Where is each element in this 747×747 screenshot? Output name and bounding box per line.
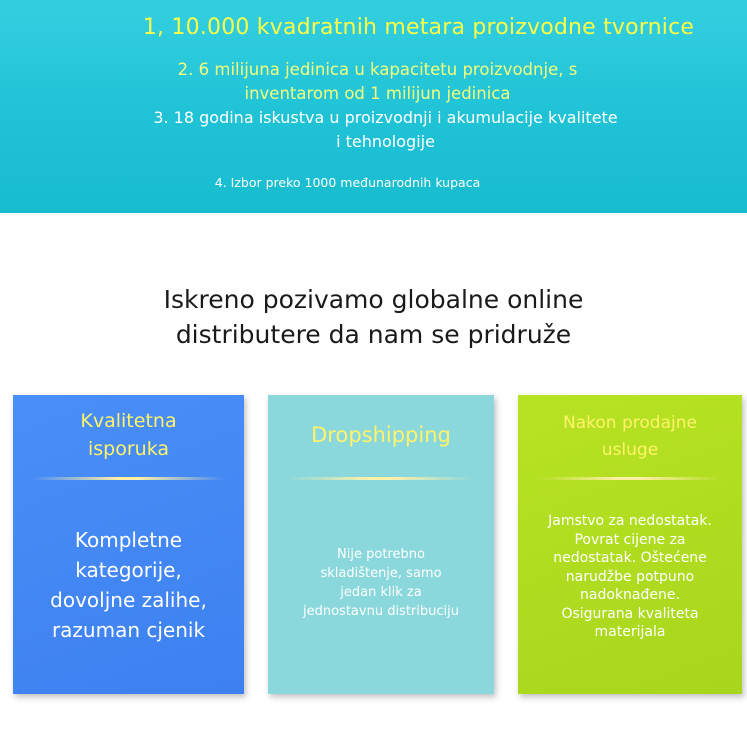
card-body-line: nadoknađene. — [580, 587, 680, 603]
invitation-heading — [0, 282, 747, 352]
feature-capacity: 2. 6 milijuna jedinica u kapacitetu proizvodnje, s — [177, 60, 578, 79]
invitation-heading-line: Iskreno pozivamo globalne online — [163, 285, 584, 314]
card-body-line: Povrat cijene za — [574, 531, 686, 548]
card-title-line: isporuka — [87, 438, 170, 460]
card-title — [13, 407, 244, 463]
card-body-line: narudžbe potpuno — [565, 568, 695, 585]
card-body-line: Osigurana kvaliteta — [561, 605, 699, 622]
card-body — [268, 545, 494, 621]
card-body-line: Kompletne — [74, 528, 183, 552]
card-title-line: Kvalitetna — [80, 410, 177, 432]
card-title-line: Dropshipping — [311, 423, 451, 447]
card-title — [268, 421, 494, 449]
feature-experience-cont: i tehnologije — [336, 132, 435, 151]
card-divider — [538, 477, 722, 480]
card-title-line: usluge — [601, 440, 659, 460]
features-banner — [0, 0, 747, 213]
card-body-line: skladištenje, samo — [320, 566, 442, 581]
card-body-line: materijala — [594, 624, 666, 640]
feature-capacity-cont: inventarom od 1 milijun jedinica — [244, 84, 511, 103]
card-dropshipping — [268, 395, 494, 694]
card-body-line: nedostatak. Oštećene — [553, 550, 707, 566]
card-after-sales — [518, 395, 742, 694]
card-body — [13, 525, 244, 645]
card-divider — [33, 477, 224, 480]
invitation-heading-line: distributere da nam se pridruže — [175, 320, 572, 349]
card-divider — [288, 477, 474, 480]
card-quality-delivery — [13, 395, 244, 694]
card-body-line: kategorije, — [75, 558, 182, 582]
card-body-line: Nije potrebno — [337, 547, 425, 562]
card-body-line: razuman cjenik — [51, 618, 206, 642]
card-body-line: jedan klik za — [340, 585, 422, 600]
feature-factory-size: 1, 10.000 kvadratnih metara proizvodne tvornice — [142, 15, 695, 40]
card-body-line: jednostavnu distribuciju — [303, 604, 459, 619]
card-body-line: Jamstvo za nedostatak. — [548, 513, 712, 529]
feature-customers: 4. Izbor preko 1000 međunarodnih kupaca — [214, 175, 481, 190]
card-body — [518, 512, 742, 642]
card-body-line: dovoljne zalihe, — [50, 588, 207, 612]
card-title-line: Nakon prodajne — [563, 413, 697, 433]
feature-experience: 3. 18 godina iskustva u proizvodnji i akumulacije kvalitete — [153, 108, 618, 127]
card-title — [518, 410, 742, 464]
